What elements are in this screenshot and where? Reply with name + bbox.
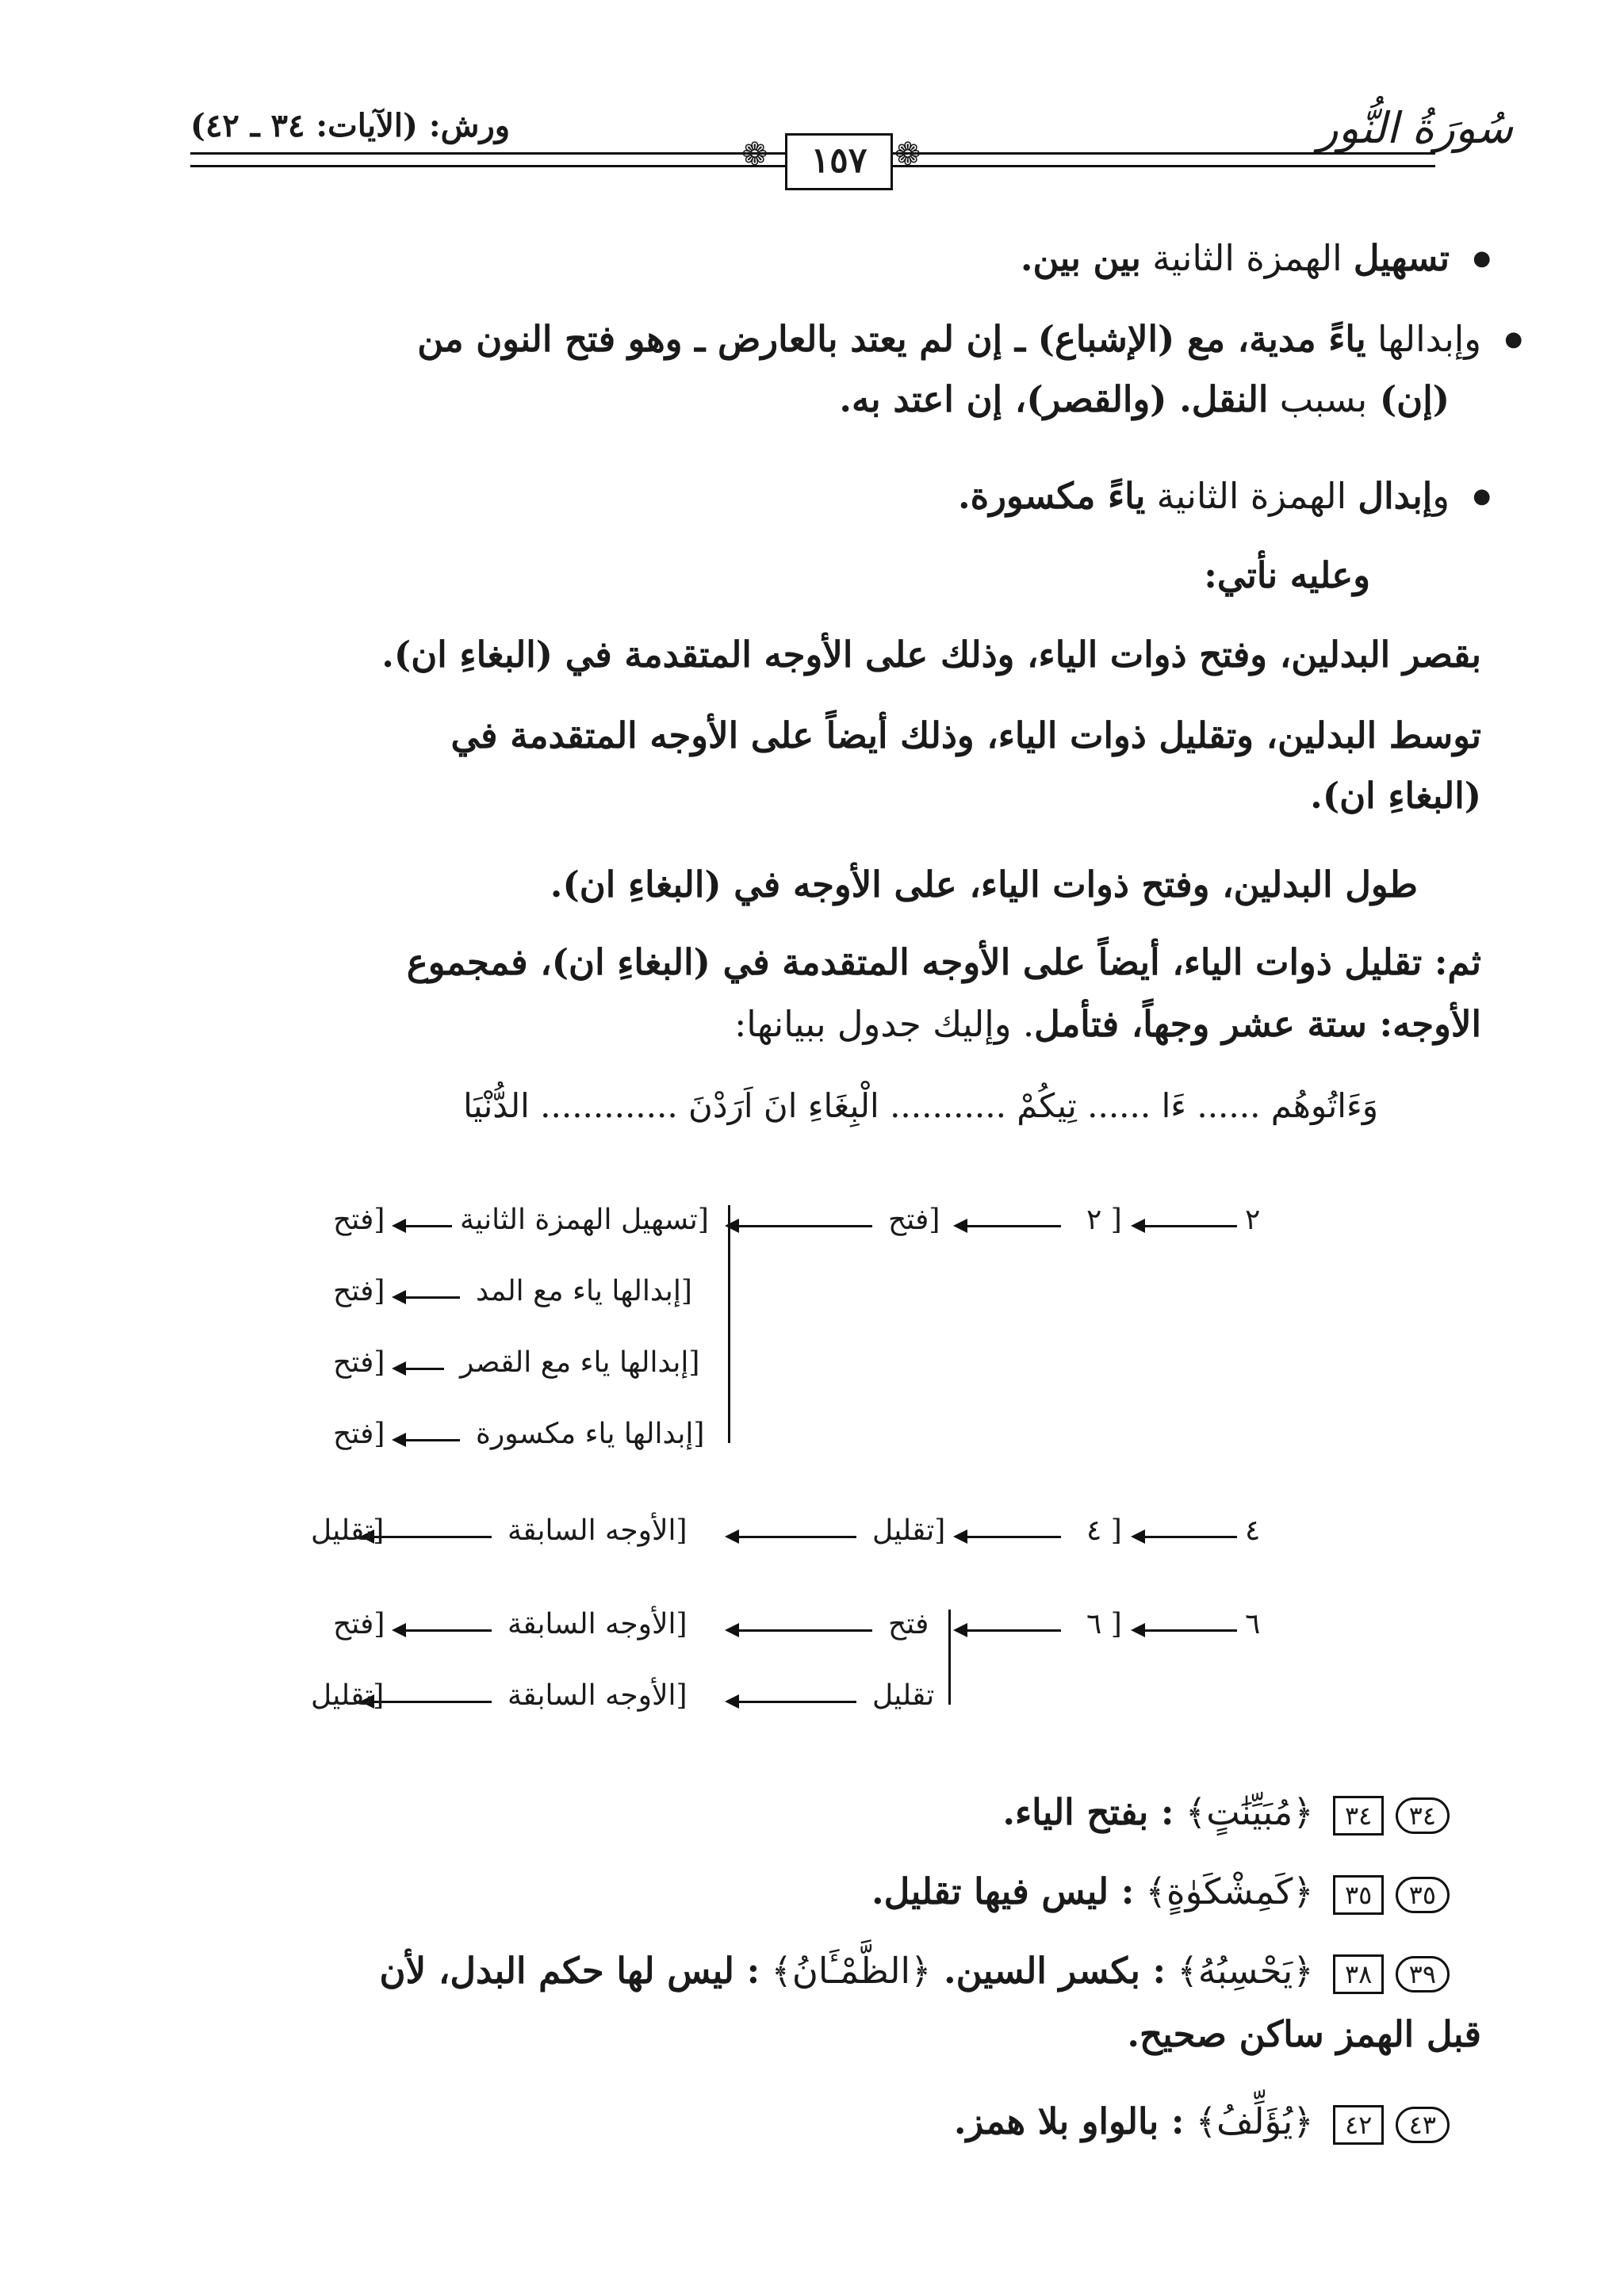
- value-fath-2: فتح: [888, 1608, 929, 1640]
- value-taqlil-2: تقليل: [872, 1679, 935, 1712]
- count-4: ٤: [1245, 1514, 1261, 1547]
- end-4: [فتح: [333, 1418, 385, 1450]
- verse-number-box: ٣٨: [1333, 1954, 1384, 1994]
- verse-note-34: ٣٤ ٣٤ ﴿مُبَيِّنَٰتٍ﴾ : بفتح الياء.: [1002, 1784, 1450, 1841]
- end-7: [تقليل: [311, 1679, 385, 1712]
- ornament-left-icon: ❁: [741, 136, 768, 173]
- bullet-item: ● وإبدال الهمزة الثانية ياءً مكسورة.: [958, 468, 1450, 525]
- verse-number-oval: ٣٥: [1396, 1877, 1450, 1913]
- arrow-icon: [737, 1701, 856, 1703]
- intro-text: وعليه نأتي:: [1204, 554, 1370, 596]
- line-4b: الأوجه: ستة عشر وجهاً، فتأمل. وإليك جدول ببيانها:: [734, 1003, 1481, 1045]
- method-5: [الأوجه السابقة: [508, 1514, 688, 1547]
- key-6: [ ٦: [1086, 1608, 1122, 1640]
- surah-title: سُورَةُ النُّور: [1317, 103, 1513, 153]
- count-6: ٦: [1245, 1608, 1261, 1640]
- method-7: [الأوجه السابقة: [508, 1679, 688, 1712]
- ornament-right-icon: ❁: [894, 136, 921, 173]
- method-4: [إبدالها ياء مكسورة: [476, 1418, 705, 1450]
- bracket-line: [948, 1610, 951, 1705]
- method-2: [إبدالها ياء مع المد: [476, 1275, 692, 1307]
- verse-number-box: ٤٢: [1333, 2105, 1384, 2145]
- verse-number-box: ٣٤: [1333, 1796, 1384, 1836]
- count-2: ٢: [1245, 1204, 1261, 1236]
- arrow-icon: [737, 1629, 872, 1632]
- verse-number-oval: ٣٩: [1396, 1956, 1450, 1992]
- end-2: [فتح: [333, 1275, 385, 1307]
- value-fath: [فتح: [888, 1204, 940, 1236]
- bullet-item: ● وإبدالها ياءً مدية، مع (الإشباع) ـ إن لم يعتد بالعارض ـ وهو فتح النون من: [190, 311, 1481, 368]
- line-4a: ثم: تقليل ذوات الياء، أيضاً على الأوجه المتقدمة في (البغاءِ ان)، فمجموع: [406, 941, 1481, 983]
- section-title: ورش: (الآيات: ٣٤ ـ ٤٢): [190, 107, 511, 144]
- end-1: [فتح: [333, 1204, 385, 1236]
- arrow-icon: [737, 1536, 856, 1538]
- method-3: [إبدالها ياء مع القصر: [460, 1346, 700, 1379]
- key-4: [ ٤: [1086, 1514, 1122, 1547]
- table-words: وَءَاتُوهُم ...... ءَا ...... تِيكُمْ ........... الْبِغَاءِ انَ اَرَدْنَ ............. الدُّنْيَا: [463, 1086, 1378, 1125]
- arrow-icon: [373, 1536, 492, 1538]
- arrow-icon: [404, 1629, 492, 1632]
- key-2: [ ٢: [1086, 1204, 1122, 1236]
- line-3: طول البدلين، وفتح ذوات الياء، على الأوجه في (البغاءِ ان).: [550, 863, 1418, 905]
- verse-note-35: ٣٥ ٣٥ ﴿كَمِشْكَوٰةٍ﴾ : ليس فيها تقليل.: [871, 1863, 1450, 1920]
- arrow-icon: [1143, 1629, 1237, 1632]
- arrow-icon: [404, 1439, 460, 1441]
- bullet-item: ● تسهيل الهمزة الثانية بين بين.: [1021, 230, 1450, 287]
- bullet-item-continuation: (إن) بسبب النقل. (والقصر)، إن اعتد به.: [839, 378, 1450, 420]
- arrow-icon: [966, 1225, 1061, 1227]
- arrow-icon: [966, 1536, 1061, 1538]
- verse-note-38-cont: قبل الهمز ساكن صحيح.: [1127, 2013, 1481, 2055]
- arrow-icon: [966, 1629, 1061, 1632]
- verse-number-oval: ٣٤: [1396, 1797, 1450, 1834]
- page-number: ١٥٧: [785, 133, 893, 190]
- line-1: بقصر البدلين، وفتح ذوات الياء، وذلك على الأوجه المتقدمة في (البغاءِ ان).: [381, 634, 1481, 676]
- end-6: [فتح: [333, 1608, 385, 1640]
- verse-note-38: ٣٩ ٣٨ ﴿يَحْسِبُهُ﴾ : بكسر السين. ﴿الظَّمْـَٔانُ﴾ : ليس لها حكم البدل، لأن: [143, 1943, 1450, 2000]
- arrow-icon: [404, 1296, 460, 1299]
- arrow-icon: [404, 1225, 452, 1227]
- method-1: [تسهيل الهمزة الثانية: [460, 1204, 709, 1236]
- line-2b: (البغاءِ ان).: [1310, 775, 1481, 817]
- value-taqlil: [تقليل: [872, 1514, 946, 1547]
- arrow-icon: [1143, 1536, 1237, 1538]
- line-2a: توسط البدلين، وتقليل ذوات الياء، وذلك أيضاً على الأوجه المتقدمة في: [450, 714, 1481, 756]
- verse-number-box: ٣٥: [1333, 1875, 1384, 1915]
- bracket-line: [728, 1205, 730, 1443]
- end-5: [تقليل: [311, 1514, 385, 1547]
- arrow-icon: [737, 1225, 872, 1227]
- verse-note-42: ٤٣ ٤٢ ﴿يُؤَلِّفُ﴾ : بالواو بلا همز.: [954, 2093, 1450, 2150]
- arrow-icon: [373, 1701, 492, 1703]
- arrow-icon: [1143, 1225, 1237, 1227]
- method-6: [الأوجه السابقة: [508, 1608, 688, 1640]
- verse-number-oval: ٤٣: [1396, 2107, 1450, 2143]
- end-3: [فتح: [333, 1346, 385, 1379]
- arrow-icon: [404, 1368, 444, 1370]
